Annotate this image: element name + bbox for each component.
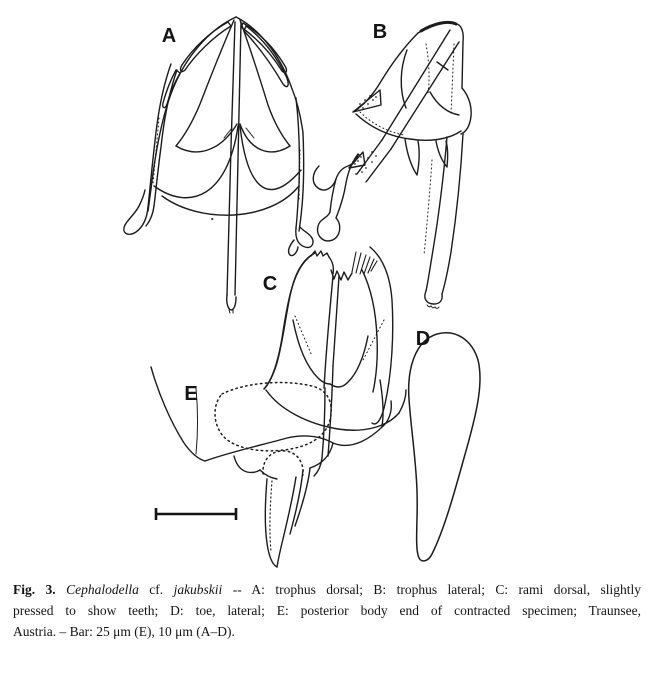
manubrium-lateral (426, 137, 447, 291)
genus-name: Cephalodella (66, 582, 139, 597)
body-bottom-edge (205, 423, 386, 461)
caption-text: -- A: trophus dorsal; B: trophus lateral; C: rami dorsal, slightly (232, 582, 642, 597)
toe-outline (409, 333, 480, 561)
diagonal-rod (382, 30, 450, 140)
manubrium-right-foot (296, 227, 313, 247)
toe-base-dotted (263, 451, 303, 475)
panel-label-e: E (184, 383, 198, 405)
panel-d-toe (409, 333, 480, 561)
spike (405, 139, 419, 175)
caption-line-2: pressed to show teeth; D: toe, lateral; E: posterior body end of contracted specimen; Traunsee, (13, 603, 641, 618)
panel-c-rami-dorsal (264, 247, 406, 476)
ramus-right (370, 247, 393, 424)
manubrium-left-foot (124, 190, 148, 234)
toe-left (265, 479, 277, 567)
barb-left (353, 90, 381, 112)
panel-label-b: B (372, 21, 388, 43)
scale-bar (156, 508, 236, 520)
teeth-comb-right (352, 252, 377, 274)
figure-caption (13, 579, 641, 642)
panel-label-a: A (161, 25, 177, 47)
ramus-outer-right (236, 17, 303, 133)
panel-label-d: D (415, 328, 431, 350)
cf-abbrev: cf. (149, 582, 164, 597)
species-name: jakubskii (173, 582, 223, 597)
fulcrum (227, 22, 235, 295)
manubrium-right (296, 98, 299, 228)
teeth-centre (331, 270, 352, 280)
retracted-foot-dotted (215, 383, 331, 451)
panel-a-trophus-dorsal (124, 17, 313, 313)
caption-line-3: Austria. – Bar: 25 μm (E), 10 μm (A–D). (13, 624, 235, 639)
panel-label-c: C (262, 273, 278, 295)
caption-line-1 (13, 579, 641, 600)
manubrium-lateral-foot (425, 291, 442, 304)
figure-number: Fig. 3. (13, 582, 56, 597)
